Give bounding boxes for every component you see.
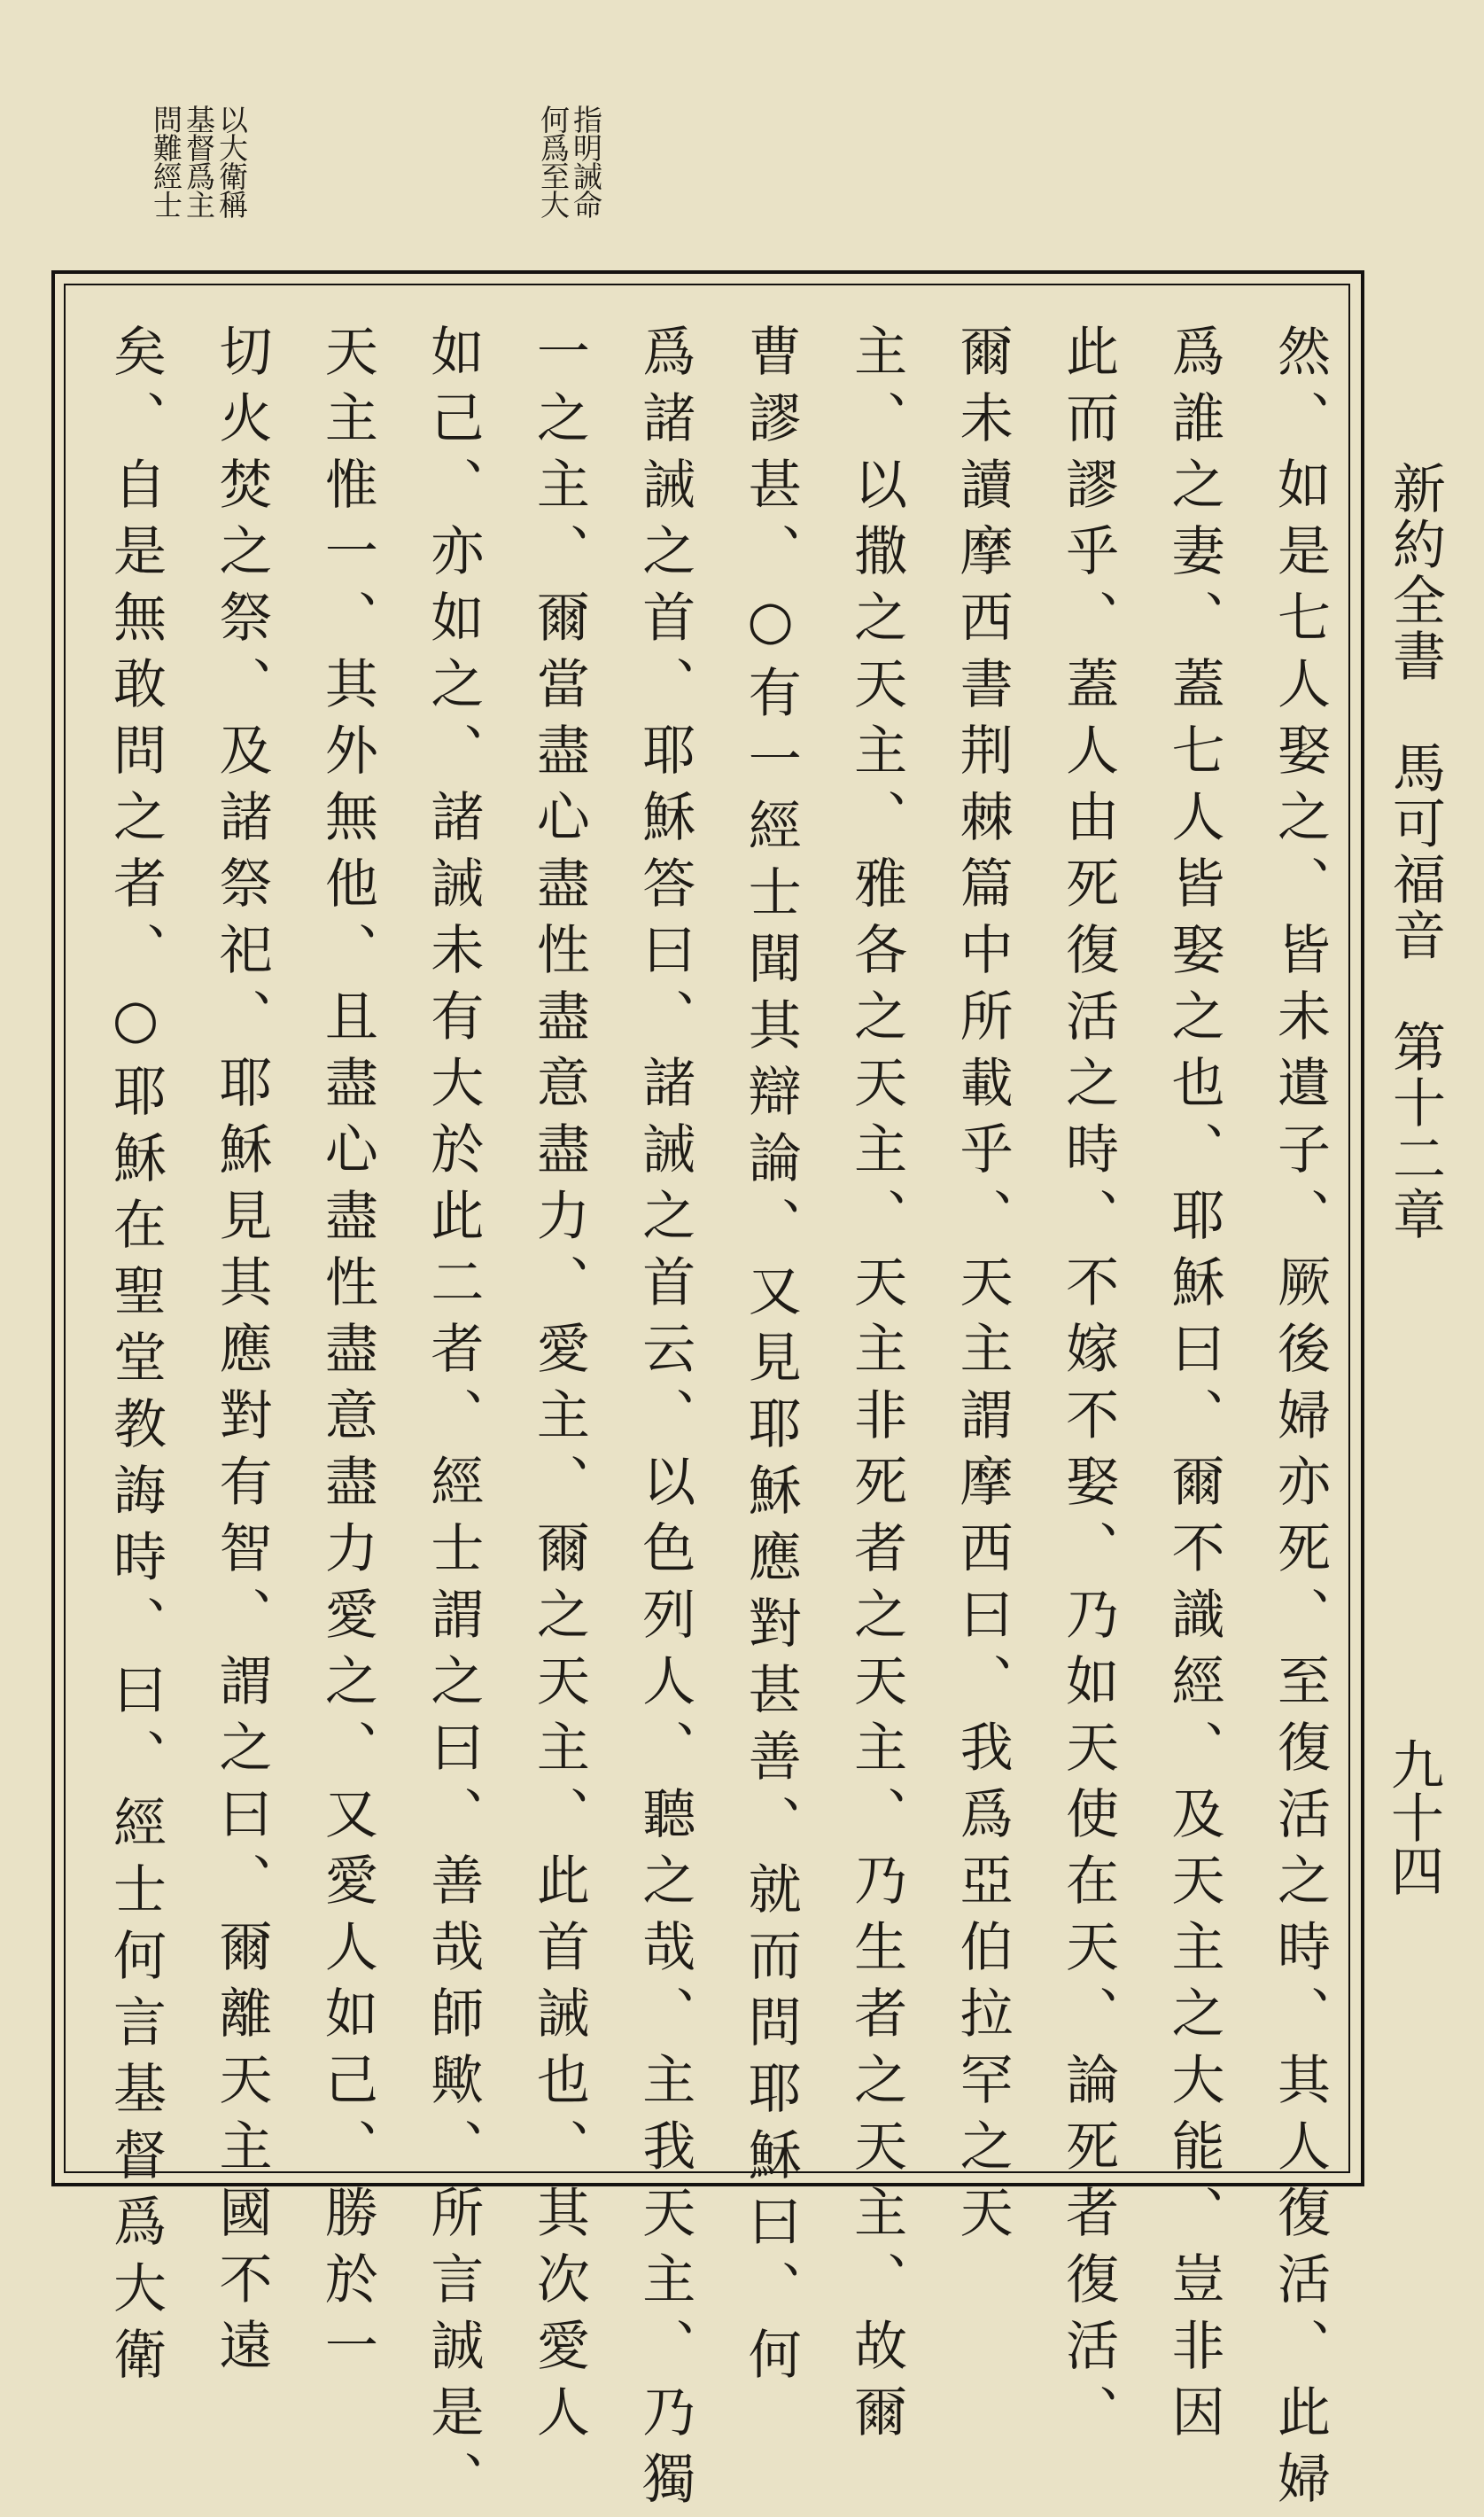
text-column: 曹謬甚、○有一經士聞其辯論、又見耶穌應對甚善、就而問耶穌曰、何 — [739, 323, 802, 2393]
text-column: 然、如是七人娶之、皆未遺子、厥後婦亦死、至復活之時、其人復活、此婦 — [1268, 323, 1331, 2517]
headnote-right — [505, 105, 602, 282]
text-column: 主、以撒之天主、雅各之天主、天主非死者之天主、乃生者之天主、故爾 — [845, 323, 908, 2451]
headnote-line: 問難經士 — [149, 105, 183, 218]
running-head-title: 新約全書 馬可福音 第十二章 — [1384, 461, 1446, 1243]
headnote-left — [115, 105, 248, 282]
headnote-line: 指明誡命 — [569, 105, 603, 218]
page-number: 九十四 — [1382, 1737, 1444, 1897]
text-column: 一之主、爾當盡心盡性盡意盡力、愛主、爾之天主、此首誡也、其次愛人 — [527, 323, 590, 2451]
text-column: 天主惟一、其外無他、且盡心盡性盡意盡力愛之、又愛人如己、勝於一 — [315, 323, 378, 2384]
text-column: 矣、自是無敢問之者、○耶穌在聖堂教誨時、曰、經士何言基督爲大衛 — [105, 323, 167, 2393]
text-column: 爲諸誡之首、耶穌答曰、諸誡之首云、以色列人、聽之哉、主我天主、乃獨 — [633, 323, 696, 2517]
headnote-line: 基督爲主 — [182, 105, 216, 218]
text-column: 此而謬乎、蓋人由死復活之時、不嫁不娶、乃如天使在天、論死者復活、 — [1057, 323, 1120, 2451]
text-column: 爲誰之妻、蓋七人皆娶之也、耶穌曰、爾不識經、及天主之大能、豈非因 — [1162, 323, 1225, 2451]
text-column: 如己、亦如之、諸誡未有大於此二者、經士謂之曰、善哉師歟、所言誠是、 — [422, 323, 485, 2517]
text-column: 切火焚之祭、及諸祭祀、耶穌見其應對有智、謂之曰、爾離天主國不遠 — [210, 323, 273, 2384]
text-column: 爾未讀摩西書荆棘篇中所載乎、天主謂摩西曰、我爲亞伯拉罕之天 — [951, 323, 1014, 2251]
text-body — [93, 323, 1342, 2517]
headnote-line: 以大衛稱 — [214, 105, 249, 218]
headnote-line: 何爲至大 — [536, 105, 571, 218]
